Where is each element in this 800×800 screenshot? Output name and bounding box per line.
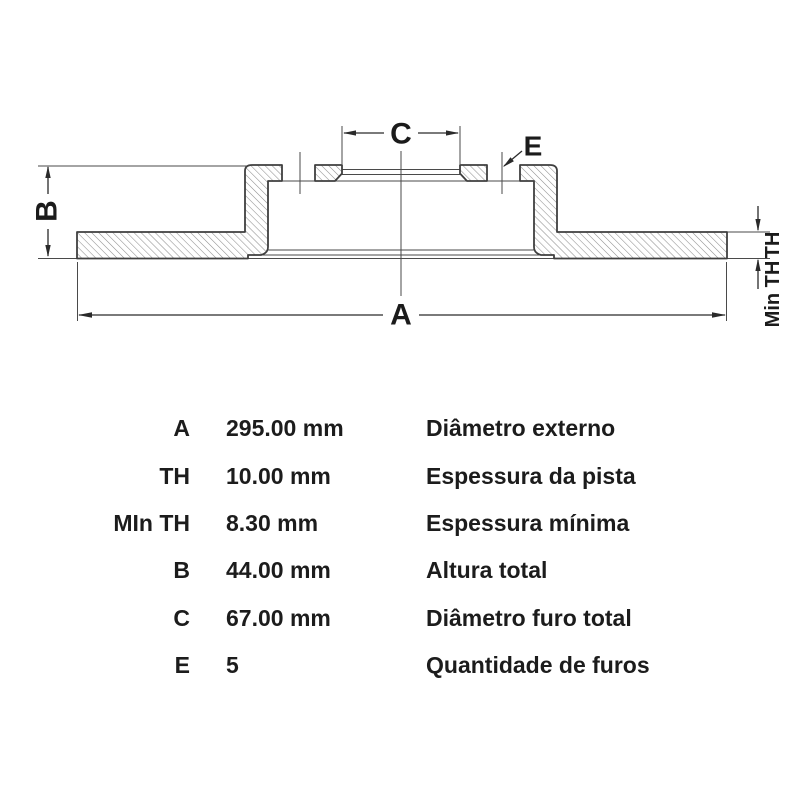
spec-description: Espessura da pista bbox=[426, 462, 636, 489]
spec-description: Diâmetro furo total bbox=[426, 604, 632, 631]
spec-table bbox=[0, 405, 800, 689]
label-C: C bbox=[390, 117, 412, 151]
dimension-lines bbox=[45, 130, 760, 317]
label-E: E bbox=[523, 130, 543, 162]
table-row bbox=[0, 595, 800, 642]
spec-code: MIn TH bbox=[113, 509, 190, 536]
construction-lines bbox=[38, 126, 770, 321]
spec-value: 10.00 mm bbox=[226, 462, 331, 489]
disc-section-right bbox=[520, 165, 727, 259]
disc-section-left bbox=[77, 165, 282, 259]
table-row bbox=[0, 642, 800, 689]
spec-code: E bbox=[174, 652, 190, 679]
spec-value: 8.30 mm bbox=[226, 509, 319, 536]
hub-flange-right-of-bore bbox=[460, 165, 487, 181]
table-row bbox=[0, 500, 800, 547]
spec-value: 67.00 mm bbox=[226, 604, 331, 631]
spec-code: B bbox=[173, 557, 190, 584]
dimension-labels bbox=[31, 118, 785, 332]
table-row bbox=[0, 452, 800, 499]
spec-value: 295.00 mm bbox=[226, 415, 344, 442]
spec-value: 5 bbox=[226, 652, 239, 679]
table-row bbox=[0, 547, 800, 594]
label-B: B bbox=[30, 200, 64, 222]
spec-code: A bbox=[173, 415, 190, 442]
disc-cross-section bbox=[77, 165, 727, 259]
spec-value: 44.00 mm bbox=[226, 557, 331, 584]
spec-description: Diâmetro externo bbox=[426, 415, 616, 442]
spec-code: TH bbox=[159, 462, 190, 489]
label-TH: TH bbox=[762, 231, 784, 259]
spec-description: Espessura mínima bbox=[426, 509, 630, 536]
label-A: A bbox=[390, 298, 412, 332]
hub-flange-left-of-bore bbox=[315, 165, 342, 181]
spec-description: Altura total bbox=[426, 557, 548, 584]
label-Min-TH: Min TH bbox=[762, 260, 784, 328]
table-row bbox=[0, 405, 800, 452]
spec-code: C bbox=[173, 604, 190, 631]
spec-description: Quantidade de furos bbox=[426, 652, 650, 679]
